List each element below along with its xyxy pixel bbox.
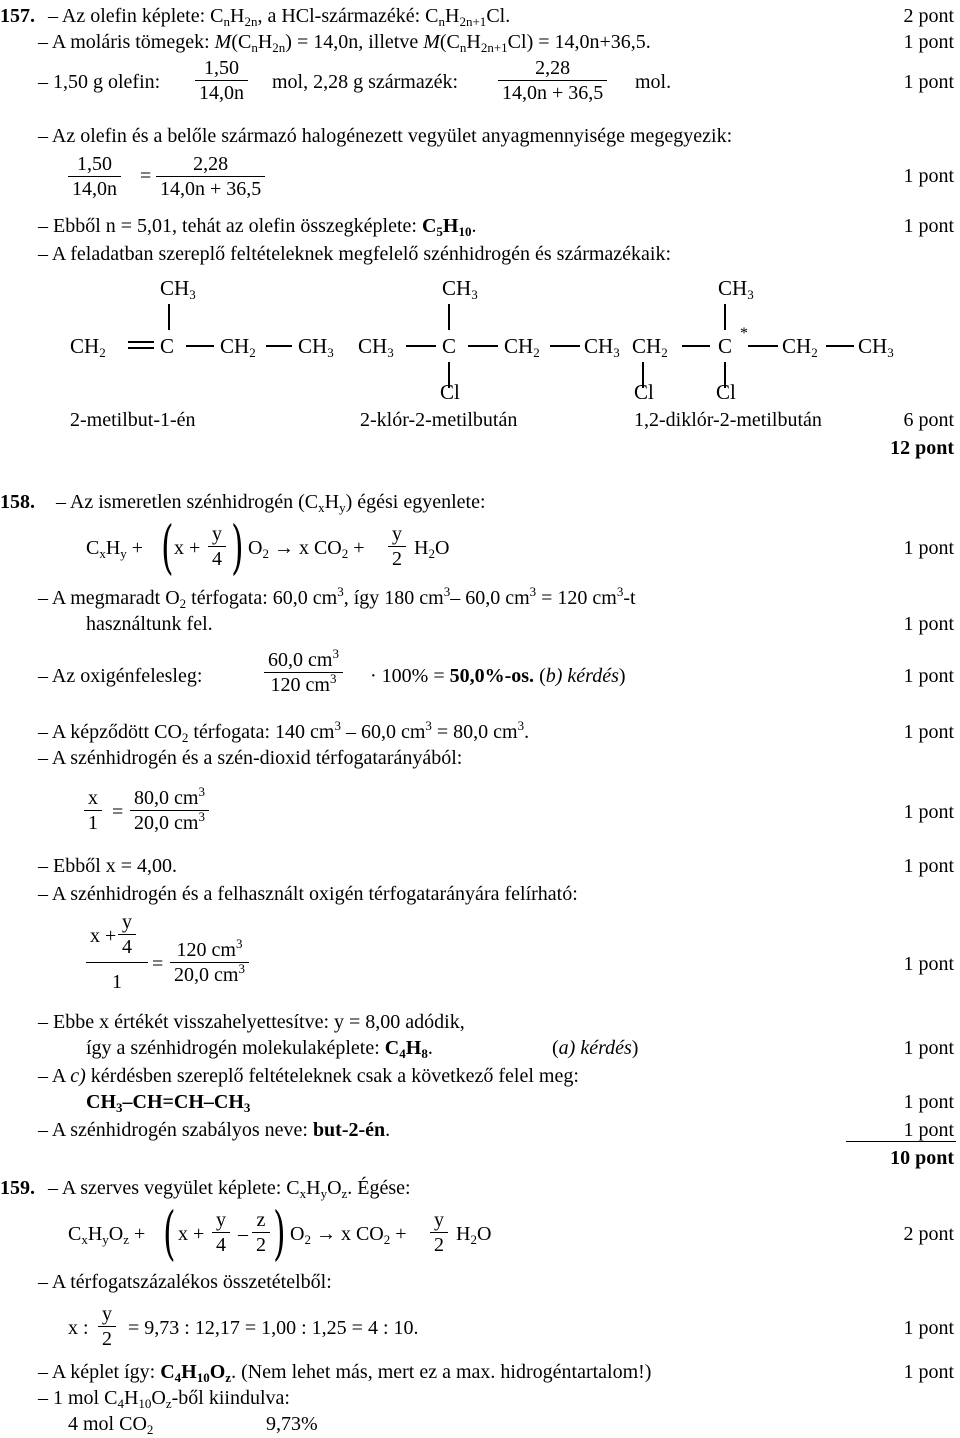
ch3-group: $CH_3$	[358, 334, 394, 360]
line-158-14: $CH_3-CH=CH-CH_3$	[86, 1091, 251, 1115]
water: $H_2O$	[414, 537, 450, 561]
fraction: $\frac{120 cm^3}{20,0 cm^3}$	[170, 938, 249, 987]
ch2-group: $CH_2$	[70, 334, 106, 360]
left-paren: (	[163, 1199, 176, 1267]
line-158-12: így a szénhidrogén molekulaképlete: $C_4H_8$.	[86, 1037, 433, 1061]
equals: =	[140, 165, 152, 187]
cl-atom: Cl	[716, 380, 736, 404]
ch3-group: $CH_3$	[160, 276, 196, 302]
total-points: 12 pont	[890, 437, 954, 459]
line-159-7b: 9,73%	[266, 1413, 318, 1435]
points: 1 pont	[903, 71, 954, 93]
line-158-11: – Ebbe x értékét visszahelyettesítve: y = 8,00 adódik,	[38, 1011, 465, 1033]
points: 1 pont	[903, 165, 954, 187]
c-atom: C	[442, 334, 457, 358]
points: 1 pont	[903, 665, 954, 687]
x-plus: x +	[178, 1223, 205, 1245]
compound-name: 2-klór-2-metilbután	[360, 409, 518, 431]
points: 1 pont	[903, 953, 954, 975]
line-158-6: – A szénhidrogén és a szén-dioxid térfogatarányából:	[38, 747, 463, 769]
problem-number-159: 159.	[0, 1177, 35, 1199]
problem-number-158: 158.	[0, 491, 35, 513]
points: 1 pont	[903, 801, 954, 823]
ch2-group: $CH_2$	[504, 334, 540, 360]
points: 2 pont	[903, 5, 954, 27]
points: 1 pont	[903, 1091, 954, 1113]
points: 1 pont	[903, 855, 954, 877]
points: 2 pont	[903, 1223, 954, 1245]
equals: =	[112, 801, 124, 823]
problem-number-157: 157.	[0, 5, 35, 27]
bond	[468, 345, 498, 347]
line-157-3c: mol.	[635, 71, 672, 93]
bond	[266, 345, 292, 347]
ch3-group: $CH_3$	[298, 334, 334, 360]
sum-rule	[846, 1141, 956, 1142]
ch3-group: $CH_3$	[718, 276, 754, 302]
x-plus: x +	[90, 925, 117, 947]
line-158-15: – A szénhidrogén szabályos neve: but-2-én.	[38, 1119, 391, 1141]
ratio-values: = 9,73 : 12,17 = 1,00 : 1,25 = 4 : 10.	[128, 1317, 419, 1339]
bond	[448, 304, 450, 330]
bond	[168, 304, 170, 330]
total-points: 10 pont	[890, 1147, 954, 1169]
cl-atom: Cl	[634, 380, 654, 404]
fraction: $\frac{y}{2}$	[430, 1208, 448, 1257]
points: 1 pont	[903, 1361, 954, 1383]
line-159-1: 159. – A szerves vegyület képlete: $C_xH_yO_z$. Égése:	[0, 1177, 411, 1201]
c-atom: C	[160, 334, 175, 358]
fraction: $\frac{80,0 cm^3}{20,0 cm^3}$	[130, 786, 209, 835]
points: 1 pont	[903, 1037, 954, 1059]
line-157-2: – A moláris tömegek: $M(C_nH_{2n}) = 14,0n$, illetve $M(C_nH_{2n+1}Cl) = 14,0n+36,5$.	[38, 31, 651, 55]
fraction: $\frac{2,28}{14,0n + 36,5}$	[156, 152, 265, 201]
x-plus: x +	[174, 537, 201, 559]
fraction: $\frac{y}{4}$	[212, 1208, 230, 1257]
points: 1 pont	[903, 721, 954, 743]
points: 1 pont	[903, 1119, 954, 1141]
fraction: $\frac{y}{2}$	[98, 1302, 116, 1351]
ch3-group: $CH_3$	[584, 334, 620, 360]
fraction: $\frac{y}{2}$	[388, 522, 406, 571]
points: 1 pont	[903, 215, 954, 237]
bond	[186, 345, 214, 347]
fraction: $\frac{y}{4}$	[208, 522, 226, 571]
line-159-7a: 4 mol $CO_2$	[68, 1413, 154, 1437]
points: 1 pont	[903, 537, 954, 559]
points: 6 pont	[903, 409, 954, 431]
right-paren: )	[231, 513, 244, 581]
points: 1 pont	[903, 31, 954, 53]
fraction: $\frac{1,50}{14,0n}$	[68, 152, 121, 201]
points: 1 pont	[903, 613, 954, 635]
chiral-star: *	[740, 325, 748, 342]
line-157-7: – A feladatban szereplő feltételeknek megfelelő szénhidrogén és származékaik:	[38, 243, 672, 265]
line-158-9: – A szénhidrogén és a felhasznált oxigén térfogatarányára felírható:	[38, 883, 578, 905]
line-158-3b: használtunk fel.	[86, 613, 213, 635]
fraction: $\frac{2,28}{14,0n + 36,5}$	[498, 56, 607, 105]
bond	[826, 345, 854, 347]
ch3-group: $CH_3$	[858, 334, 894, 360]
double-bond	[128, 347, 154, 349]
cl-atom: Cl	[440, 380, 460, 404]
combustion-equation-end: $O_2 \to x$ $CO_2$ +	[290, 1223, 407, 1247]
bond	[724, 304, 726, 330]
left-paren: (	[161, 513, 174, 581]
minus: –	[238, 1223, 248, 1245]
line-158-4a: – Az oxigénfelesleg:	[38, 665, 203, 687]
line-158-8: – Ebből x = 4,00.	[38, 855, 178, 877]
combustion-equation-start: $C_xH_yO_z$ +	[68, 1223, 146, 1247]
combustion-equation-end: $O_2 \to x$ $CO_2$ +	[248, 537, 365, 561]
compound-name: 1,2-diklór-2-metilbután	[634, 409, 822, 431]
water: $H_2O$	[456, 1223, 492, 1247]
line-157-6: – Ebből n = 5,01, tehát az olefin összegképlete: $C_5H_{10}$.	[38, 215, 477, 239]
line-158-3: – A megmaradt $O_2$ térfogata: 60,0 $cm^3$, így 180 $cm^3-$ 60,0 $cm^3 = 120$ $cm^3-t$	[38, 584, 636, 611]
fraction: $\frac{60,0 cm^3}{120 cm^3}$	[264, 648, 343, 697]
line-158-5: – A képződött $CO_2$ térfogata: 140 $cm^3 - 60,0$ $cm^3 = 80,0$ $cm^3$.	[38, 718, 530, 745]
compound-name: 2-metilbut-1-én	[70, 409, 196, 431]
line-159-3: – A térfogatszázalékos összetételből:	[38, 1271, 332, 1293]
fraction: $\frac{1,50}{14,0n}$	[195, 56, 248, 105]
question-ref: (a) kérdés)	[552, 1037, 639, 1059]
bond	[748, 345, 778, 347]
c-atom: C	[718, 334, 733, 358]
points: 1 pont	[903, 1317, 954, 1339]
bond	[550, 345, 580, 347]
line-158-13: – A c) kérdésben szereplő feltételeknek csak a következő felel meg:	[38, 1065, 579, 1087]
bond	[682, 345, 710, 347]
bond	[406, 345, 436, 347]
fraction: $\frac{z}{2}$	[252, 1208, 270, 1257]
line-159-6: – 1 mol $C_4H_{10}O_z$-ből kiindulva:	[38, 1387, 290, 1411]
ch2-group: $CH_2$	[632, 334, 668, 360]
line-158-4b: · 100% = 50,0%-os. (b) kérdés)	[370, 665, 626, 687]
ch3-group: $CH_3$	[442, 276, 478, 302]
fraction: $\frac{y}{4}$	[118, 910, 136, 959]
double-bond	[128, 341, 154, 343]
line-159-5: – A képlet így: $C_4H_{10}O_z$. (Nem lehet más, mert ez a max. hidrogéntartalom!)	[38, 1361, 652, 1385]
line-158-1: 158. – Az ismeretlen szénhidrogén $(C_xH_y)$ égési egyenlete:	[0, 491, 486, 515]
right-paren: )	[273, 1199, 286, 1267]
line-157-3b: mol, 2,28 g származék:	[272, 71, 459, 93]
line-157-3a: – 1,50 g olefin:	[38, 71, 161, 93]
line-157-4: – Az olefin és a belőle származó halogénezett vegyület anyagmennyisége megegyezik:	[38, 125, 733, 147]
line-157-1: 157. – Az olefin képlete: $C_nH_{2n}$, a HCl-származéké: $C_nH_{2n+1}Cl$.	[0, 5, 511, 29]
ch2-group: $CH_2$	[782, 334, 818, 360]
fraction-bar	[86, 962, 148, 963]
equals: =	[152, 953, 164, 975]
fraction: $\frac{x}{1}$	[84, 786, 102, 835]
ratio-start: x :	[68, 1317, 89, 1339]
combustion-equation-start: $C_xH_y$ +	[86, 537, 144, 561]
ch2-group: $CH_2$	[220, 334, 256, 360]
denominator: 1	[112, 971, 122, 993]
